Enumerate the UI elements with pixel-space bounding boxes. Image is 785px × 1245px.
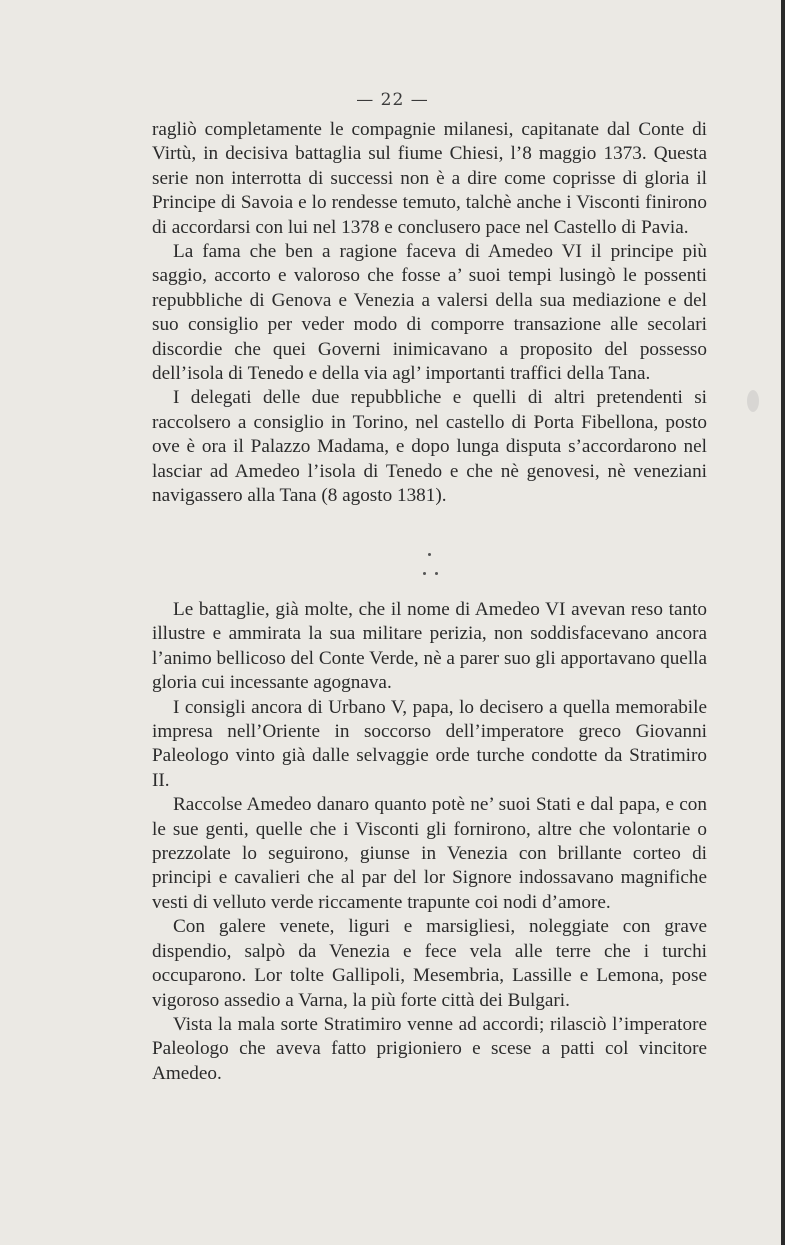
asterism-separator (416, 545, 446, 579)
text-section-1 (152, 118, 707, 509)
paragraph: Vista la mala sorte Stratimiro venne ad accordi; rilasciò l’imperatore Paleologo che aveva fatto prigioniero e scese a patti col vincitore Amedeo. (152, 1013, 707, 1084)
text-section-2 (152, 598, 707, 1086)
asterism-dot (428, 553, 431, 556)
paragraph: La fama che ben a ragione faceva di Amedeo VI il principe più saggio, accorto e valoroso che fosse a’ suoi tempi lusingò le possenti repubbliche di Genova e Venezia a valersi della sua mediazione e del suo consiglio per veder modo di comporre transazione alle secolari discordie che quei Governi inimicavano a proposito del possesso dell’isola di Tenedo e della via agl’ importanti traffici della Tana. (152, 241, 707, 385)
paragraph: I consigli ancora di Urbano V, papa, lo decisero a quella memorabile impresa nell’Oriente in soccorso dell’imperatore greco Giovanni Paleologo vinto già dalle selvaggie orde turche condotte da Stratimiro II. (152, 696, 707, 791)
asterism-dot (435, 572, 438, 575)
scan-edge (781, 0, 785, 1245)
paragraph: I delegati delle due repubbliche e quelli di altri pretendenti si raccolsero a consiglio in Torino, nel castello di Porta Fibellona, posto ove è ora il Palazzo Madama, e dopo lunga disputa s’accordarono nel lasciar ad Amedeo l’isola di Tenedo e che nè genovesi, nè veneziani navigassero alla Tana (8 agosto 1381). (152, 387, 707, 507)
paper-smudge (747, 390, 759, 412)
page-number: — 22 — (356, 90, 429, 110)
paragraph: Raccolse Amedeo danaro quanto potè ne’ suoi Stati e dal papa, e con le sue genti, quelle che i Visconti gli fornirono, altre che volontarie o prezzolate lo seguirono, giunse in Venezia con brillante corteo di principi e cavalieri che al par del lor Signore indossavano magnifiche vesti di velluto verde riccamente trapunte coi nodi d’amore. (152, 794, 707, 913)
paragraph: Le battaglie, già molte, che il nome di Amedeo VI avevan reso tanto illustre e ammirata la sua militare perizia, non soddisfacevano ancora l’animo bellicoso del Conte Verde, nè a parer suo gli apportavano quella gloria cui incessante agognava. (152, 599, 707, 694)
paragraph: ragliò completamente le compagnie milanesi, capitanate dal Conte di Virtù, in decisiva battaglia sul fiume Chiesi, l’8 maggio 1373. Questa serie non interrotta di successi non è a dire come coprisse di gloria il Principe di Savoia e lo rendesse temuto, talchè anche i Visconti finirono di accordarsi con lui nel 1378 e conclusero pace nel Castello di Pavia. (152, 119, 707, 238)
paragraph: Con galere venete, liguri e marsigliesi, noleggiate con grave dispendio, salpò da Venezia e fece vela alle terre che i turchi occuparono. Lor tolte Gallipoli, Mesembria, Lassille e Lemona, pose vigoroso assedio a Varna, la più forte città dei Bulgari. (152, 916, 707, 1011)
asterism-dot (423, 572, 426, 575)
